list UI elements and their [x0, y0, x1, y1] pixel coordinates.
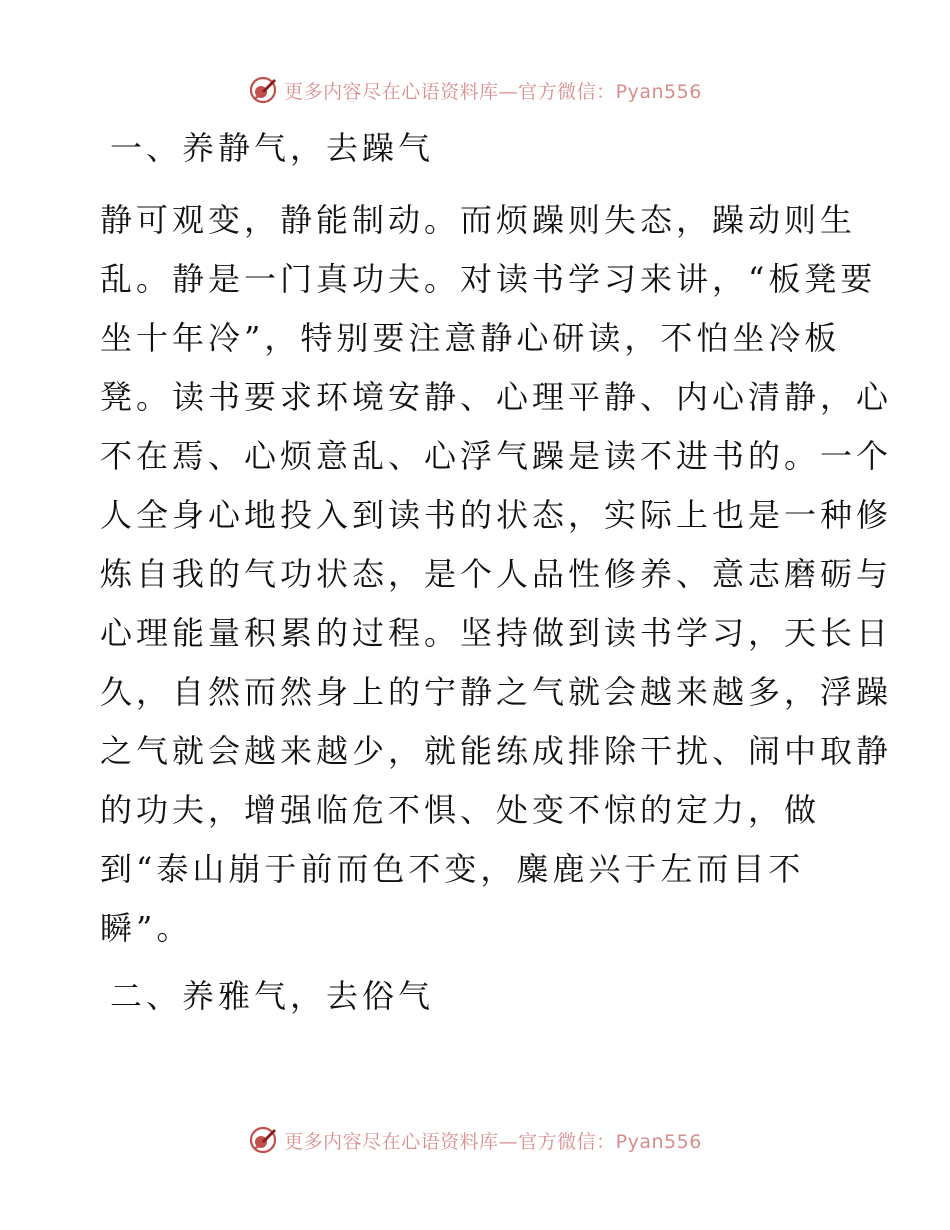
header-watermark	[0, 70, 950, 110]
paragraph-line: 不在焉、心烦意乱、心浮气躁是读不进书的。一个	[100, 437, 893, 475]
watermark-label: 更多内容尽在心语资料库—官方微信：	[284, 80, 616, 103]
paragraph-line: 乱。静是一门真功夫。对读书学习来讲，“板凳要	[100, 260, 877, 298]
pen-logo-icon	[248, 75, 278, 105]
footer-watermark	[0, 1120, 950, 1160]
watermark-text	[284, 1127, 702, 1154]
paragraph-line: 心理能量积累的过程。坚持做到读书学习，天长日	[100, 614, 893, 652]
paragraph-line: 久，自然而然身上的宁静之气就会越来越多，浮躁	[100, 673, 893, 711]
paragraph-line: 之气就会越来越少，就能练成排除干扰、闹中取静	[100, 732, 893, 770]
paragraph-line: 的功夫，增强临危不惧、处变不惊的定力，做	[100, 791, 821, 829]
watermark-text	[284, 77, 702, 104]
pen-logo-icon	[248, 1125, 278, 1155]
section-heading-2: 二、养雅气，去俗气	[110, 977, 435, 1015]
paragraph-line: 到“泰山崩于前而色不变，麋鹿兴于左而目不	[100, 850, 805, 888]
watermark-id: Pyan556	[615, 80, 702, 103]
paragraph-line: 凳。读书要求环境安静、心理平静、内心清静，心	[100, 378, 893, 416]
section-heading-1: 一、养静气，去躁气	[110, 129, 435, 167]
paragraph-line: 坐十年冷”，特别要注意静心研读，不怕坐冷板	[100, 319, 841, 357]
paragraph-line: 瞬”。	[100, 909, 193, 947]
watermark-label: 更多内容尽在心语资料库—官方微信：	[284, 1130, 616, 1153]
watermark-id: Pyan556	[615, 1130, 702, 1153]
paragraph-line: 静可观变，静能制动。而烦躁则失态，躁动则生	[100, 201, 857, 239]
paragraph-line: 人全身心地投入到读书的状态，实际上也是一种修	[100, 496, 893, 534]
paragraph-line: 炼自我的气功状态，是个人品性修养、意志磨砺与	[100, 555, 893, 593]
